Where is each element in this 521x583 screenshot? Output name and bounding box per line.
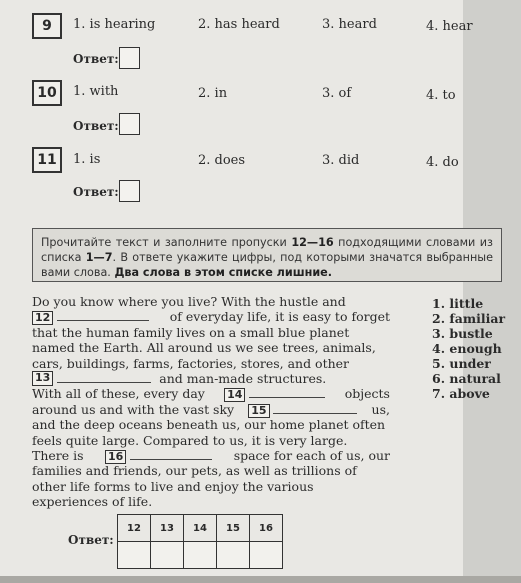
word-option: 5. under	[432, 356, 491, 371]
passage-line	[32, 402, 390, 417]
answer-label: Ответ:	[73, 119, 119, 133]
gap-14: 14	[224, 388, 245, 402]
word-list	[432, 296, 505, 401]
question-number: 10	[32, 80, 62, 106]
answer-header-12: 12	[118, 515, 151, 542]
word-option: 2. familiar	[432, 311, 506, 326]
answer-cell-12[interactable]	[118, 542, 151, 569]
text: cars, buildings, farms, factories, stores, and other	[32, 355, 350, 371]
blank-line[interactable]	[273, 402, 357, 414]
option-3: 3. heard	[322, 17, 377, 32]
answer-box[interactable]	[119, 113, 140, 135]
option-3: 3. did	[322, 153, 360, 168]
answer-cell-15[interactable]	[217, 542, 250, 569]
text: feels quite large. Compared to us, it is very large.	[32, 432, 348, 448]
text: other life forms to live and enjoy the various	[32, 478, 314, 494]
answer-cell-14[interactable]	[184, 542, 217, 569]
gap-15: 15	[248, 404, 269, 418]
text: of everyday life, it is easy to forget	[169, 309, 390, 325]
word-option: 3. bustle	[432, 326, 493, 341]
passage-line	[32, 417, 390, 432]
option-2: 2. in	[198, 86, 228, 101]
gap-12: 12	[32, 311, 53, 325]
answer-cell-16[interactable]	[250, 542, 283, 569]
passage-line	[32, 356, 390, 371]
answer-box[interactable]	[119, 47, 140, 69]
adjacent-page-edge	[463, 0, 521, 583]
text: us,	[371, 401, 390, 417]
option-4: 4. do	[426, 155, 459, 170]
answer-header-16: 16	[250, 515, 283, 542]
text: There is	[32, 447, 84, 463]
passage-line	[32, 325, 390, 340]
answer-header-14: 14	[184, 515, 217, 542]
option-2: 2. has heard	[198, 17, 280, 32]
word-option: 6. natural	[432, 371, 501, 386]
option-1: 1. is	[73, 152, 101, 167]
passage-line	[32, 309, 390, 324]
answer-label: Ответ:	[68, 533, 114, 547]
text: Do you know where you live? With the hustle and	[32, 294, 346, 309]
blank-line[interactable]	[130, 448, 212, 460]
page-bottom-edge	[0, 576, 521, 583]
answer-table	[117, 514, 283, 569]
text: named the Earth. All around us we see trees, animals,	[32, 340, 376, 356]
word-option: 4. enough	[432, 341, 502, 356]
answer-header-15: 15	[217, 515, 250, 542]
passage-line	[32, 371, 390, 386]
option-3: 3. of	[322, 86, 352, 101]
option-4: 4. hear	[426, 19, 473, 34]
text: around us and with the vast sky	[32, 401, 235, 417]
text: and man-made structures.	[159, 370, 327, 386]
passage-line	[32, 294, 390, 309]
instructions-box	[32, 228, 502, 282]
text: and the deep oceans beneath us, our home planet often	[32, 417, 386, 433]
passage-line	[32, 433, 390, 448]
word-option: 1. little	[432, 296, 484, 311]
text: families and friends, our pets, as well as trillions of	[32, 463, 357, 479]
passage-line	[32, 386, 390, 401]
answer-cell-13[interactable]	[151, 542, 184, 569]
text: With all of these, every day	[32, 386, 205, 402]
option-1: 1. is hearing	[73, 17, 156, 32]
answer-label: Ответ:	[73, 52, 119, 66]
answer-box[interactable]	[119, 180, 140, 202]
text: experiences of life.	[32, 494, 153, 510]
passage-line	[32, 494, 390, 509]
answer-header-13: 13	[151, 515, 184, 542]
word-option: 7. above	[432, 386, 490, 401]
text: space for each of us, our	[233, 447, 390, 463]
text: that the human family lives on a small blue planet	[32, 324, 350, 340]
instruction-text: Прочитайте текст и заполните пропуски	[41, 236, 292, 249]
blank-line[interactable]	[249, 386, 325, 398]
instruction-note: Два слова в этом списке лишние.	[114, 266, 333, 279]
option-4: 4. to	[426, 88, 456, 103]
blank-line[interactable]	[57, 371, 151, 383]
option-1: 1. with	[73, 84, 119, 99]
text: objects	[344, 386, 390, 402]
passage-line	[32, 340, 390, 355]
instruction-range: 12—16	[291, 236, 334, 249]
gap-16: 16	[105, 450, 126, 464]
passage-text	[32, 294, 390, 509]
answer-label: Ответ:	[73, 185, 119, 199]
passage-line	[32, 479, 390, 494]
question-number: 9	[32, 13, 62, 39]
question-number: 11	[32, 147, 62, 173]
blank-line[interactable]	[57, 309, 149, 321]
option-2: 2. does	[198, 153, 246, 168]
instruction-text: подходящими словами из списка	[41, 236, 493, 264]
instruction-text: . В ответе укажите цифры, под которыми значатся выбранные вами слова.	[41, 251, 493, 279]
instruction-list-range: 1—7	[85, 251, 113, 264]
passage-line	[32, 463, 390, 478]
passage-line	[32, 448, 390, 463]
gap-13: 13	[32, 371, 53, 386]
